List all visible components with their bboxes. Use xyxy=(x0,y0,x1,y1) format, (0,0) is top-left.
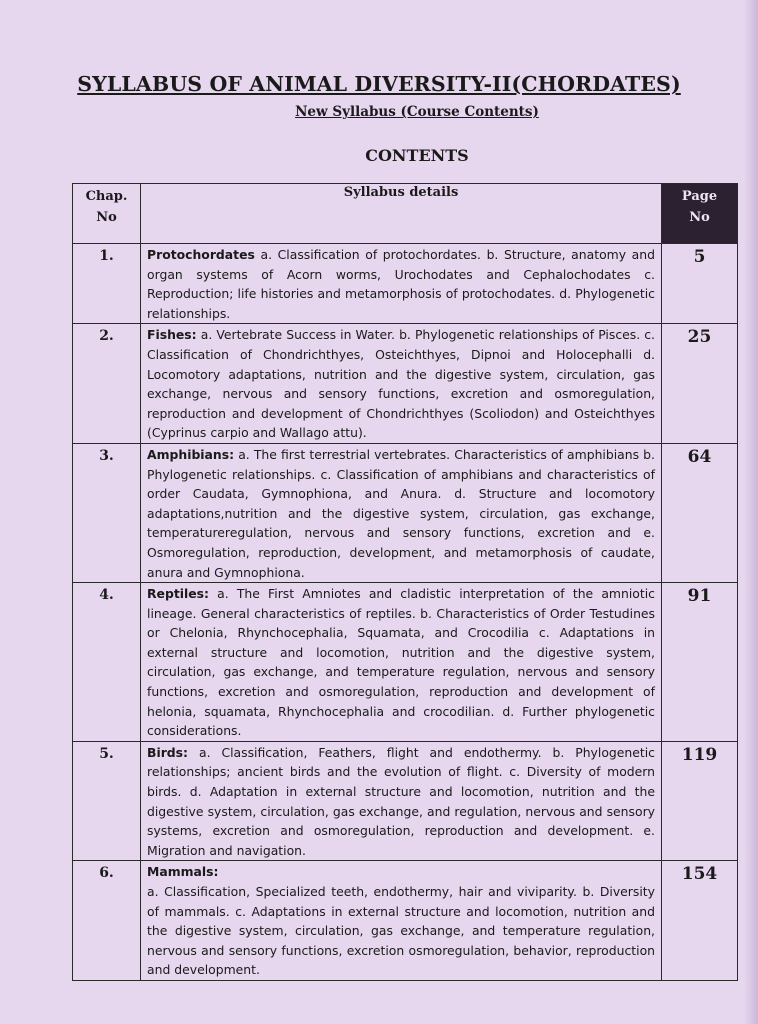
table-row xyxy=(73,324,738,444)
chapter-details xyxy=(141,583,662,742)
chap-header-line1: Chap. xyxy=(85,189,128,204)
contents-heading: CONTENTS xyxy=(365,146,469,165)
table-row xyxy=(73,583,738,742)
syllabus-details-header: Syllabus details xyxy=(141,184,662,244)
chapter-page: 91 xyxy=(662,583,738,742)
chapter-number: 2. xyxy=(73,324,141,444)
document-subtitle: New Syllabus (Course Contents) xyxy=(295,104,539,120)
chapter-topic: Protochordates xyxy=(147,247,255,262)
table-header-row xyxy=(73,184,738,244)
page-no-header xyxy=(662,184,738,244)
chapter-page: 154 xyxy=(662,861,738,981)
chapter-number: 3. xyxy=(73,443,141,582)
table-row xyxy=(73,861,738,981)
chapter-details xyxy=(141,741,662,861)
chapter-details xyxy=(141,861,662,981)
chapter-number: 6. xyxy=(73,861,141,981)
chapter-text: a. Classification, Feathers, flight and endothermy. b. Phylogenetic relationships; ancient birds and the evolution of flight. c. Diversity of modern birds. d. Adaptation in external structure and locomotion, nutrition and the digestive system, circulation, gas exchange, and regulation, nervous and sensory systems, excretion and osmoregulation, reproduction and development. e. Migration and navigation. xyxy=(147,744,655,858)
page-header-line2: No xyxy=(689,210,710,225)
chapter-topic: Reptiles: xyxy=(147,586,209,602)
chapter-topic: Amphibians: xyxy=(147,446,235,462)
chapter-text: a. The first terrestrial vertebrates. Characteristics of amphibians b. Phylogenetic relationships. c. Classification of amphibians and characteristics of order Caudata, Gymnophiona, and Anura. d. Structure and locomotory adaptations,nutrition and the digestive system, circulation, gas exchange, temperatureregulation, nervous and sensory functions, excretion and e. Osmoregulation, reproduction, development, and metamorphosis of caudate, anura and Gymnophiona. xyxy=(147,446,655,580)
chapter-topic: Birds: xyxy=(147,744,189,760)
chapter-number: 5. xyxy=(73,741,141,861)
chapter-number: 4. xyxy=(73,583,141,742)
chapter-page: 119 xyxy=(662,741,738,861)
chapter-details xyxy=(141,324,662,444)
chapter-number: 1. xyxy=(73,244,141,324)
chapter-details xyxy=(141,443,662,582)
chapter-topic: Fishes: xyxy=(147,327,197,343)
chapter-text: a. The First Amniotes and cladistic interpretation of the amniotic lineage. General characteristics of reptiles. b. Characteristics of Order Testudines or Chelonia, Rhynchocephalia, Squamata, and Crocodilia c. Adaptations in external structure and locomotion, nutrition and the digestive system, circulation, gas exchange, and temperature regulation, nervous and sensory functions, excretion and osmoregulation, reproduction and development of helonia, squamata, Rhynchocephalia and crocodilian. d. Further phylogenetic considerations. xyxy=(147,586,655,739)
page-header-line1: Page xyxy=(681,189,718,204)
chap-header-line2: No xyxy=(96,210,117,225)
document-title: SYLLABUS OF ANIMAL DIVERSITY-II(CHORDATES) xyxy=(77,72,681,96)
chapter-topic: Mammals: xyxy=(147,864,219,880)
chapter-page: 25 xyxy=(662,324,738,444)
chapter-page: 64 xyxy=(662,443,738,582)
chap-no-header xyxy=(73,184,141,244)
chapter-text: a. Classification, Specialized teeth, endothermy, hair and viviparity. b. Diversity of mammals. c. Adaptations in external structure and locomotion, nutrition and the digestive system, circulation, gas exchange, and temperature regulation, nervous and sensory functions, excretion osmoregulation, behavior, reproduction and development. xyxy=(147,884,655,978)
table-row xyxy=(73,741,738,861)
chapter-page: 5 xyxy=(662,244,738,324)
syllabus-table xyxy=(72,183,738,981)
table-row xyxy=(73,443,738,582)
table-row xyxy=(73,244,738,324)
chapter-text: a. Vertebrate Success in Water. b. Phylogenetic relationships of Pisces. c. Classification of Chondrichthyes, Osteichthyes, Dipnoi and Holocephalli d. Locomotory adaptations, nutrition and the digestive system, circulation, gas exchange, nervous and sensory functions, excretion and osmoregulation, reproduction and development of Chondrichthyes (Scoliodon) and Osteichthyes (Cyprinus carpio and Wallago attu). xyxy=(147,327,655,441)
chapter-text: a. Classification of protochordates. b. Structure, anatomy and organ systems of Acorn worms, Urochodates and Cephalochodates c. Reproduction; life histories and metamorphosis of protochodates. d. Phylogenetic relationships. xyxy=(147,247,655,321)
chapter-details xyxy=(141,244,662,324)
